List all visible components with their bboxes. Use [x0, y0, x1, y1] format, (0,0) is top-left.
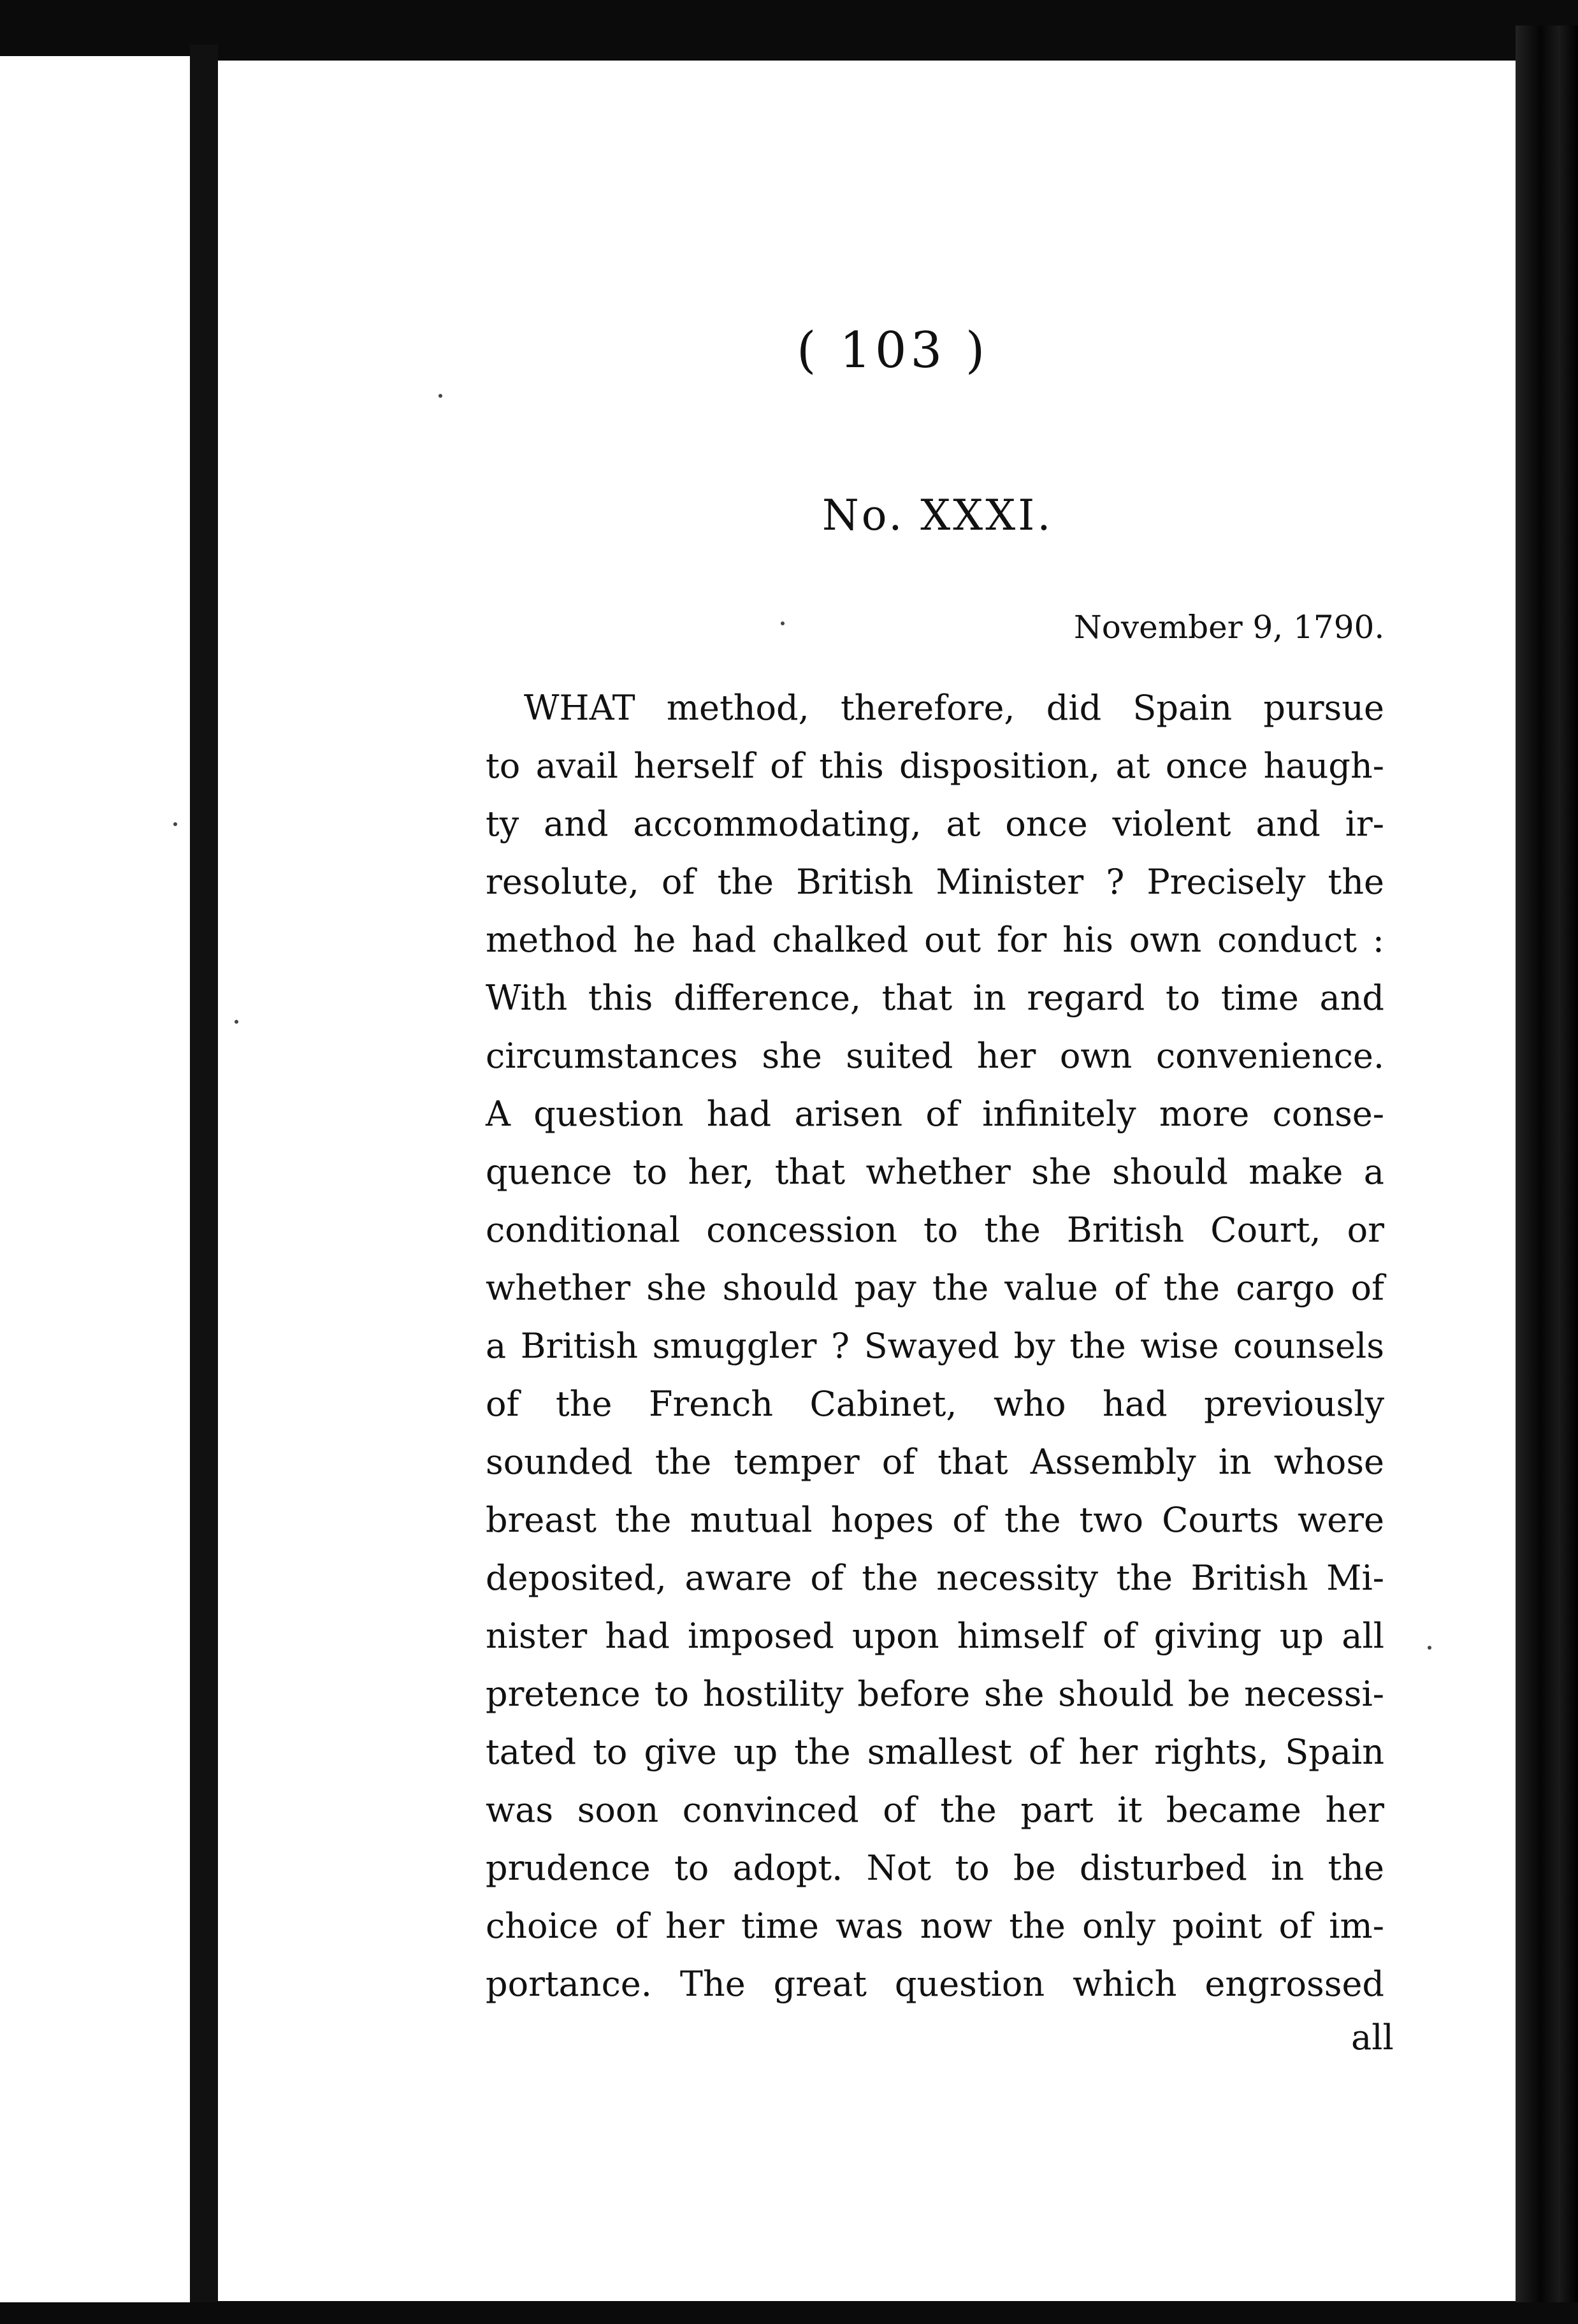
text-line: whether she should pay the value of the cargo of — [486, 1268, 1384, 1308]
book-spine-edge — [1516, 25, 1578, 2320]
paper-speck — [235, 1020, 238, 1024]
text-line: of the French Cabinet, who had previously — [486, 1384, 1384, 1424]
page-number: ( 103 ) — [797, 322, 989, 379]
text-line: choice of her time was now the only point of im- — [486, 1906, 1384, 1946]
dateline: November 9, 1790. — [1074, 609, 1385, 646]
text-line: conditional concession to the British Court, or — [486, 1210, 1384, 1250]
book-gutter — [190, 45, 218, 2314]
text-line: tated to give up the smallest of her rights, Spain — [486, 1732, 1384, 1772]
text-line: deposited, aware of the necessity the British Mi- — [486, 1558, 1384, 1598]
body-text — [486, 679, 1384, 2013]
text-line: resolute, of the British Minister ? Precisely the — [486, 862, 1384, 902]
text-line: breast the mutual hopes of the two Courts were — [486, 1500, 1384, 1540]
text-line: pretence to hostility before she should be necessi- — [486, 1674, 1384, 1714]
text-line: quence to her, that whether she should make a — [486, 1152, 1384, 1192]
text-line: A question had arisen of infinitely more conse- — [486, 1094, 1384, 1134]
text-line: was soon convinced of the part it became her — [486, 1790, 1384, 1830]
facing-page-edge — [0, 56, 190, 2306]
text-line: prudence to adopt. Not to be disturbed in the — [486, 1848, 1384, 1888]
paper-speck — [438, 394, 442, 398]
text-line: to avail herself of this disposition, at once haugh- — [486, 746, 1384, 786]
scan-bottom-border — [0, 2302, 1578, 2324]
text-line: a British smuggler ? Swayed by the wise counsels — [486, 1326, 1384, 1366]
text-line: With this difference, that in regard to time and — [486, 978, 1384, 1018]
text-line: WHAT method, therefore, did Spain pursue — [524, 688, 1384, 728]
paper-speck — [1428, 1646, 1431, 1650]
text-line: portance. The great question which engrossed — [486, 1964, 1384, 2004]
section-heading: No. XXXI. — [822, 491, 1053, 540]
catchword: all — [1351, 2017, 1394, 2058]
text-line: method he had chalked out for his own conduct : — [486, 920, 1384, 960]
text-line: circumstances she suited her own convenience. — [486, 1036, 1384, 1076]
paper-speck — [173, 822, 177, 826]
text-line: nister had imposed upon himself of giving up all — [486, 1616, 1384, 1656]
paper-speck — [781, 621, 785, 625]
text-line: sounded the temper of that Assembly in whose — [486, 1442, 1384, 1482]
text-line: ty and accommodating, at once violent and ir- — [486, 804, 1384, 844]
